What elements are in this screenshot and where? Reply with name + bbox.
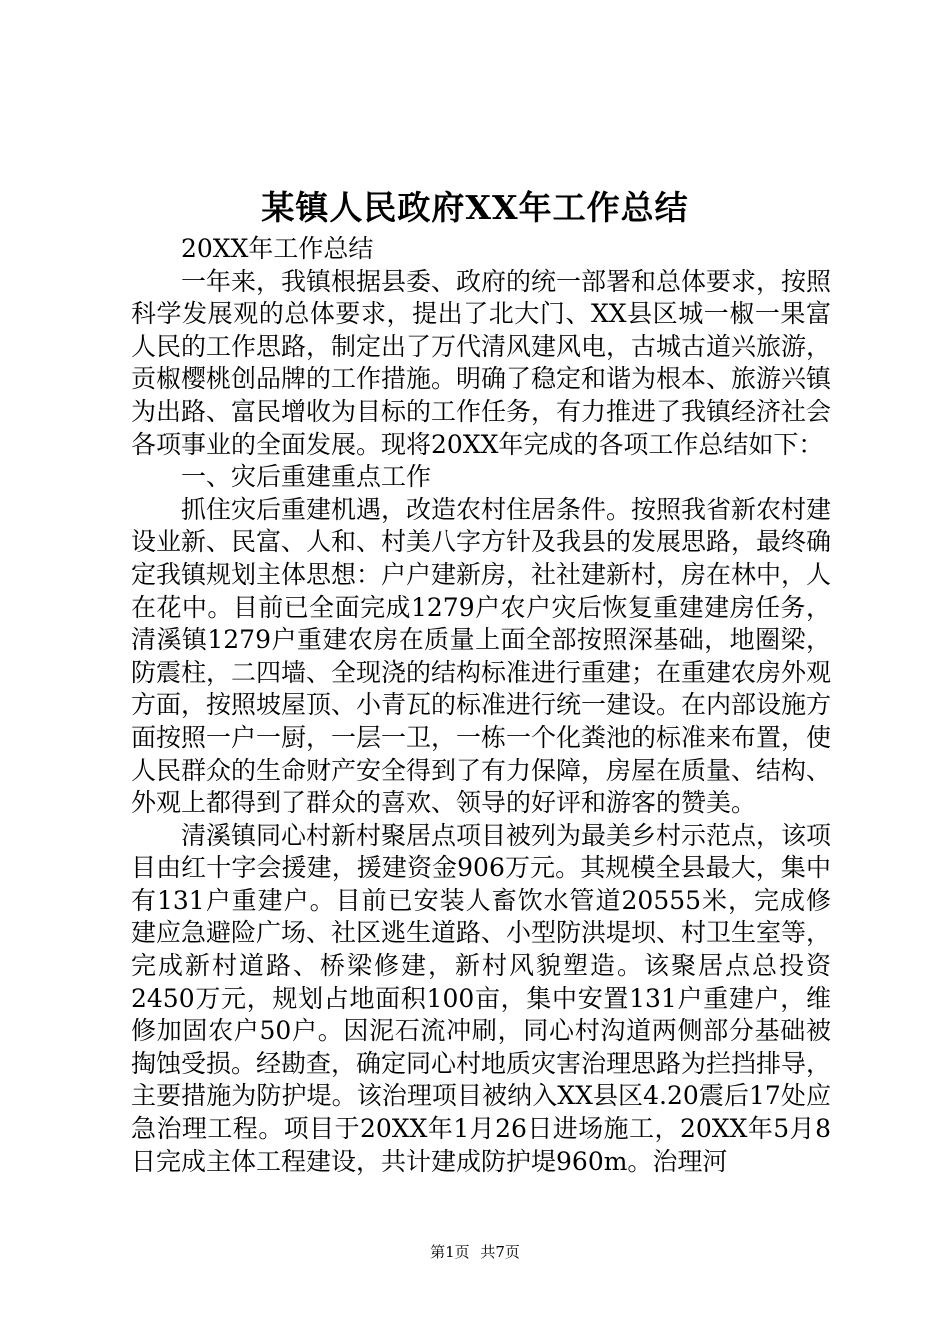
paragraph-reconstruction: 抓住灾后重建机遇，改造农村住居条件。按照我省新农村建设业新、民富、人和、村美八字方针及我县的发展思路，最终确定我镇规划主体思想：户户建新房，社社建新村，房在林中，人在花中。目前已全面完成1279户农户灾后恢复重建建房任务，清溪镇1279户重建农房在质量上面全部按照深基础，地圈梁，防震柱，二四墙、全现浇的结构标准进行重建；在重建农房外观方面，按照坡屋顶、小青瓦的标准进行统一建设。在内部设施方面按照一户一厨，一层一卫，一栋一个化粪池的标准来布置，使人民群众的生命财产安全得到了有力保障，房屋在质量、结构、外观上都得到了群众的喜欢、领导的好评和游客的赞美。 [131, 494, 832, 818]
paragraph-intro: 一年来，我镇根据县委、政府的统一部署和总体要求，按照科学发展观的总体要求，提出了北大门、XX县区城一椒一果富人民的工作思路，制定出了万代清风建风电，古城古道兴旅游，贡椒樱桃创品牌的工作措施。明确了稳定和谐为根本、旅游兴镇为出路、富民增收为目标的工作任务，有力推进了我镇经济社会各项事业的全面发展。现将20XX年完成的各项工作总结如下： [131, 266, 832, 459]
section-heading-1: 一、灾后重建重点工作 [181, 462, 432, 492]
page-footer [0, 1240, 950, 1264]
document-title: 某镇人民政府XX年工作总结 [261, 188, 689, 227]
document-body [131, 233, 831, 1178]
paragraph-tongxin-village: 清溪镇同心村新村聚居点项目被列为最美乡村示范点，该项目由红十字会援建，援建资金906万元。其规模全县最大，集中有131户重建户。目前已安装人畜饮水管道20555米，完成修建应急避险广场、社区逃生道路、小型防洪堤坝、村卫生室等，完成新村道路、桥梁修建，新村风貌塑造。该聚居点总投资2450万元，规划占地面积100亩，集中安置131户重建户，维修加固农户50户。因泥石流冲刷，同心村沟道两侧部分基础被掏蚀受损。经勘查，确定同心村地质灾害治理思路为拦挡排导，主要措施为防护堤。该治理项目被纳入XX县区4.20震后17处应急治理工程。项目于20XX年1月26日进场施工，20XX年5月8日完成主体工程建设，共计建成防护堤960m。治理河 [131, 820, 832, 1176]
paragraph-subtitle: 20XX年工作总结 [181, 234, 374, 263]
page-number: 第1页 [430, 1243, 470, 1261]
page-total: 共7页 [480, 1243, 520, 1261]
